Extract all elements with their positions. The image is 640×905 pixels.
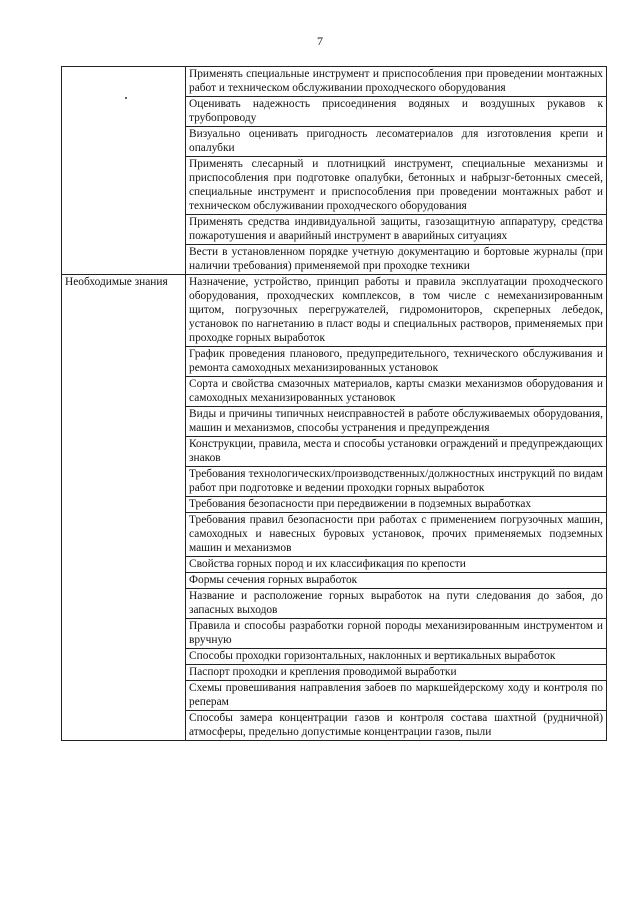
knowledge-item: Формы сечения горных выработок (186, 573, 607, 589)
page-number: 7 (317, 34, 323, 48)
skill-item: Применять слесарный и плотницкий инструмент, специальные механизмы и приспособления при подготовке опалубки, бетонных и набрызг-бетонных смесей, специальные инструмент и приспособления при проведении монтажных работ и техническом обслуживании проходческого оборудования (186, 157, 607, 215)
knowledge-item: Способы проходки горизонтальных, наклонных и вертикальных выработок (186, 649, 607, 665)
knowledge-item: Свойства горных пород и их классификация по крепости (186, 557, 607, 573)
knowledge-item: График проведения планового, предупредительного, технического обслуживания и ремонта самоходных механизированных установок (186, 347, 607, 377)
knowledge-item: Требования правил безопасности при работах с применением погрузочных машин, самоходных и навесных буровых установок, прочих применяемых подземных машин и механизмов (186, 513, 607, 557)
competency-table (61, 66, 607, 741)
knowledge-item: Правила и способы разработки горной породы механизированным инструментом и вручную (186, 619, 607, 649)
skill-item: Применять средства индивидуальной защиты, газозащитную аппаратуру, средства пожаротушения и аварийный инструмент в аварийных ситуациях (186, 215, 607, 245)
skills-label-cell (62, 67, 186, 275)
knowledge-item: Название и расположение горных выработок на пути следования до забоя, до запасных выходов (186, 589, 607, 619)
skill-item: Применять специальные инструмент и приспособления при проведении монтажных работ и техническом обслуживании проходческого оборудования (186, 67, 607, 97)
knowledge-item: Виды и причины типичных неисправностей в работе обслуживаемых оборудования, машин и механизмов, способы устранения и предупреждения (186, 407, 607, 437)
knowledge-item: Способы замера концентрации газов и контроля состава шахтной (рудничной) атмосферы, предельно допустимые концентрации газов, пыли (186, 711, 607, 741)
scan-mark (125, 97, 127, 99)
knowledge-label: Необходимые знания (62, 275, 186, 741)
knowledge-item: Требования безопасности при передвижении в подземных выработках (186, 497, 607, 513)
skill-item: Вести в установленном порядке учетную документацию и бортовые журналы (при наличии требования) применяемой при проходке техники (186, 245, 607, 275)
knowledge-item: Паспорт проходки и крепления проводимой выработки (186, 665, 607, 681)
skill-item: Оценивать надежность присоединения водяных и воздушных рукавов к трубопроводу (186, 97, 607, 127)
table-row (62, 275, 607, 347)
table-row (62, 67, 607, 97)
skill-item: Визуально оценивать пригодность лесоматериалов для изготовления крепи и опалубки (186, 127, 607, 157)
knowledge-item: Назначение, устройство, принцип работы и правила эксплуатации проходческого оборудования, проходческих комплексов, в том числе с немеханизированным щитом, погрузочных перегружателей, гидромониторов, скреперных лебедок, установок по нагнетанию в пласт воды и специальных растворов, применяемых при проходке горных выработок (186, 275, 607, 347)
knowledge-item: Сорта и свойства смазочных материалов, карты смазки механизмов оборудования и самоходных механизированных установок (186, 377, 607, 407)
knowledge-item: Конструкции, правила, места и способы установки ограждений и предупреждающих знаков (186, 437, 607, 467)
knowledge-item: Схемы провешивания направления забоев по маркшейдерскому ходу и контроля по реперам (186, 681, 607, 711)
knowledge-item: Требования технологических/производственных/должностных инструкций по видам работ при подготовке и ведении проходки горных выработок (186, 467, 607, 497)
